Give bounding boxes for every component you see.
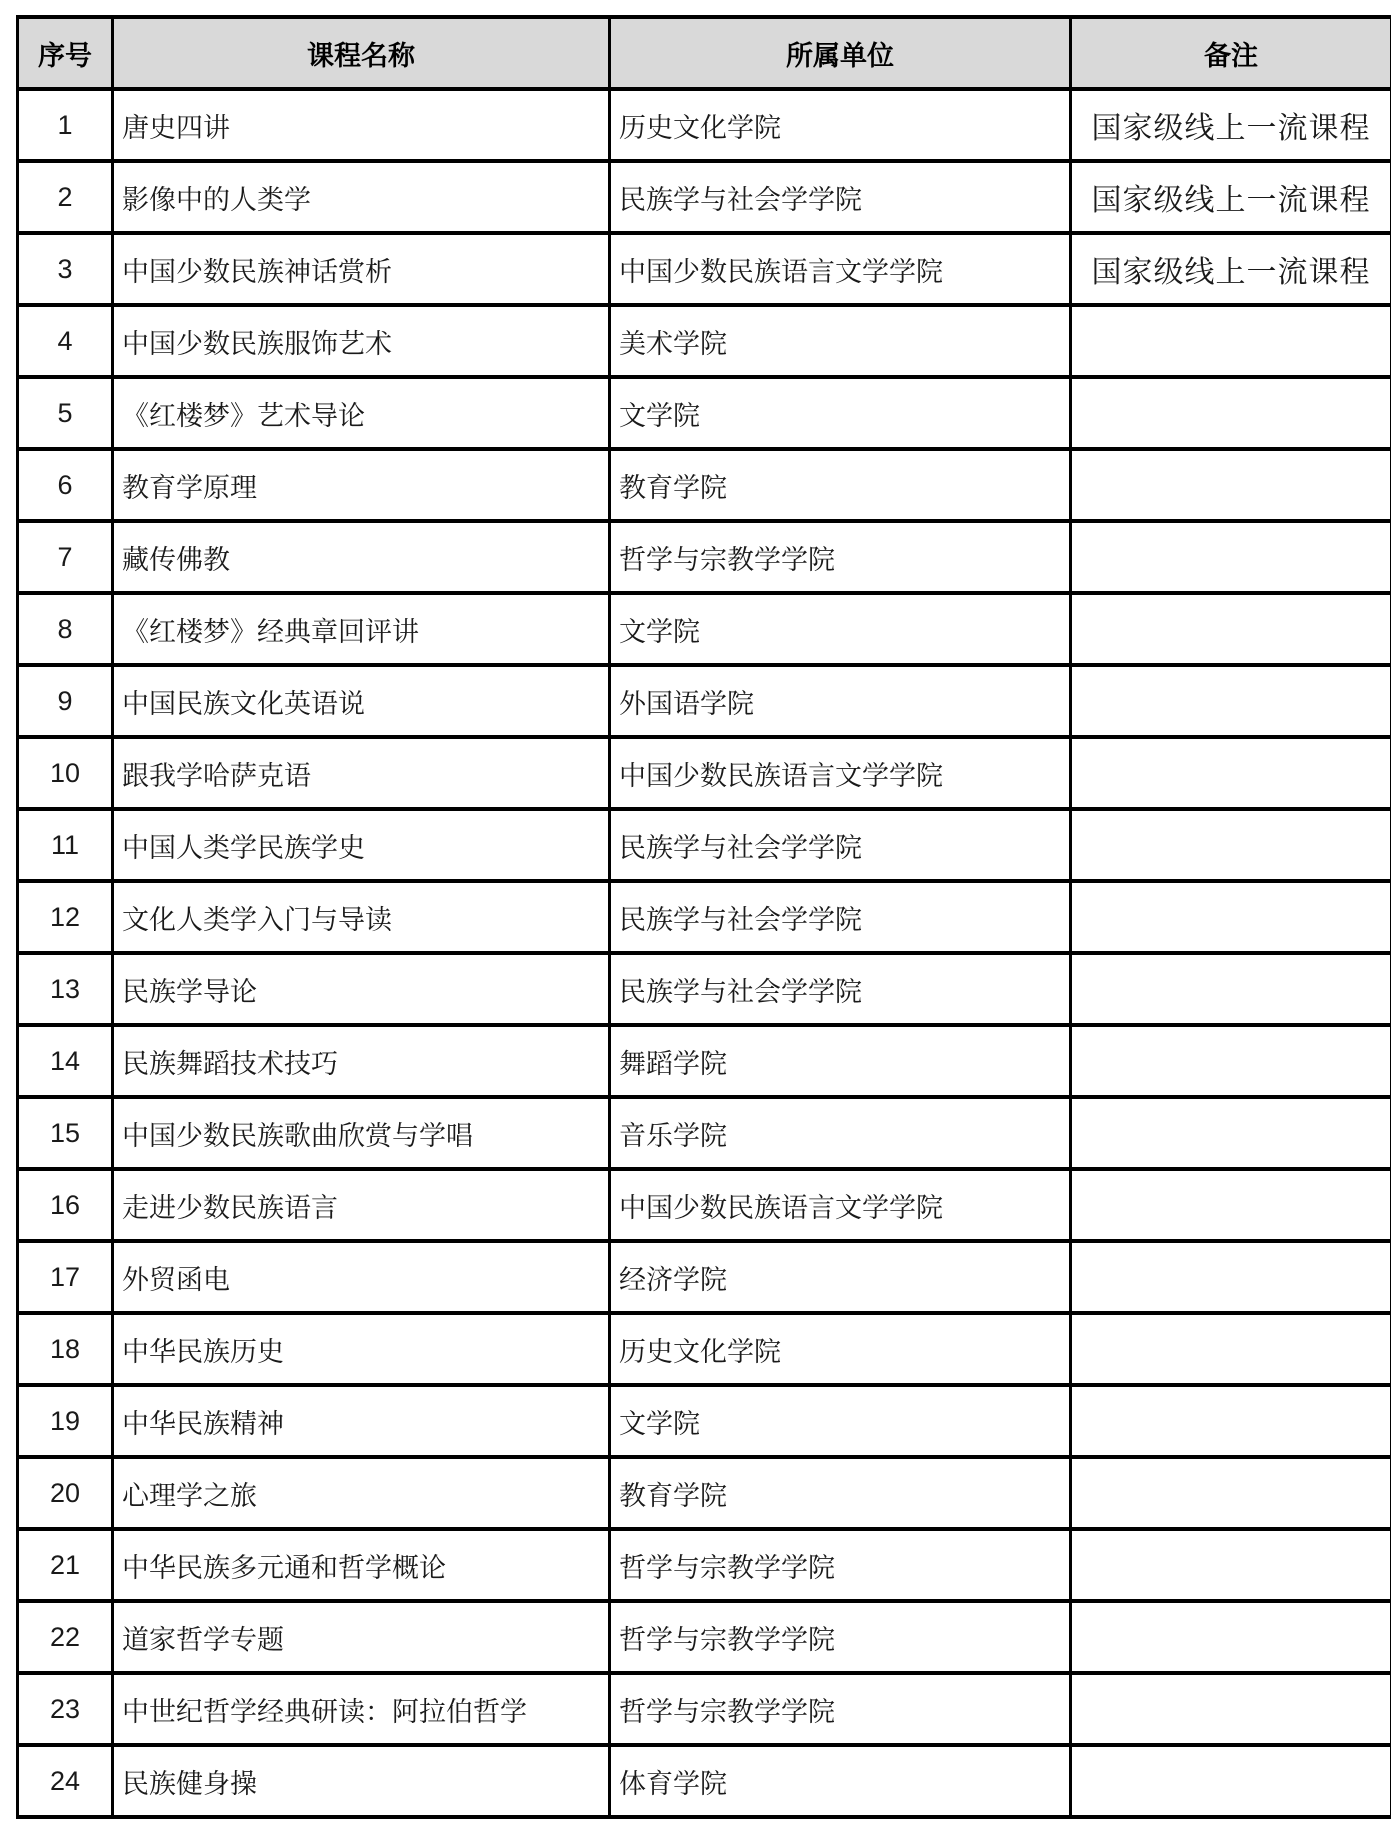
cell-course: 教育学原理 — [113, 449, 610, 521]
cell-no: 5 — [18, 377, 113, 449]
table-body — [18, 89, 1391, 1817]
cell-unit: 哲学与宗教学学院 — [610, 521, 1071, 593]
cell-unit: 民族学与社会学学院 — [610, 881, 1071, 953]
cell-course: 中世纪哲学经典研读：阿拉伯哲学 — [113, 1673, 610, 1745]
cell-no: 4 — [18, 305, 113, 377]
cell-course: 中华民族多元通和哲学概论 — [113, 1529, 610, 1601]
cell-course: 民族健身操 — [113, 1745, 610, 1817]
cell-course: 中国民族文化英语说 — [113, 665, 610, 737]
cell-unit: 文学院 — [610, 377, 1071, 449]
table-row — [18, 1457, 1391, 1529]
header-no: 序号 — [18, 17, 113, 89]
cell-unit: 经济学院 — [610, 1241, 1071, 1313]
cell-unit: 哲学与宗教学学院 — [610, 1673, 1071, 1745]
cell-course: 影像中的人类学 — [113, 161, 610, 233]
table-row — [18, 809, 1391, 881]
cell-no: 3 — [18, 233, 113, 305]
cell-unit: 中国少数民族语言文学学院 — [610, 233, 1071, 305]
cell-remark — [1071, 953, 1391, 1025]
cell-course: 《红楼梦》艺术导论 — [113, 377, 610, 449]
cell-course: 民族学导论 — [113, 953, 610, 1025]
table-row — [18, 305, 1391, 377]
cell-remark — [1071, 1097, 1391, 1169]
cell-unit: 历史文化学院 — [610, 89, 1071, 161]
cell-no: 6 — [18, 449, 113, 521]
cell-remark — [1071, 881, 1391, 953]
cell-remark — [1071, 1313, 1391, 1385]
cell-unit: 民族学与社会学学院 — [610, 953, 1071, 1025]
cell-no: 14 — [18, 1025, 113, 1097]
cell-course: 《红楼梦》经典章回评讲 — [113, 593, 610, 665]
cell-remark: 国家级线上一流课程 — [1071, 89, 1391, 161]
cell-unit: 哲学与宗教学学院 — [610, 1601, 1071, 1673]
cell-no: 17 — [18, 1241, 113, 1313]
cell-remark — [1071, 593, 1391, 665]
cell-course: 中国人类学民族学史 — [113, 809, 610, 881]
cell-course: 唐史四讲 — [113, 89, 610, 161]
header-course: 课程名称 — [113, 17, 610, 89]
cell-unit: 美术学院 — [610, 305, 1071, 377]
cell-course: 中华民族历史 — [113, 1313, 610, 1385]
cell-no: 15 — [18, 1097, 113, 1169]
cell-no: 18 — [18, 1313, 113, 1385]
cell-remark — [1071, 305, 1391, 377]
cell-unit: 外国语学院 — [610, 665, 1071, 737]
cell-course: 道家哲学专题 — [113, 1601, 610, 1673]
cell-remark: 国家级线上一流课程 — [1071, 161, 1391, 233]
cell-no: 20 — [18, 1457, 113, 1529]
cell-no: 9 — [18, 665, 113, 737]
cell-course: 中国少数民族服饰艺术 — [113, 305, 610, 377]
table-row — [18, 1097, 1391, 1169]
cell-unit: 中国少数民族语言文学学院 — [610, 737, 1071, 809]
cell-remark — [1071, 737, 1391, 809]
cell-course: 藏传佛教 — [113, 521, 610, 593]
cell-course: 跟我学哈萨克语 — [113, 737, 610, 809]
table-row — [18, 881, 1391, 953]
course-table — [16, 15, 1391, 1819]
cell-remark — [1071, 1673, 1391, 1745]
cell-unit: 文学院 — [610, 593, 1071, 665]
table-row — [18, 89, 1391, 161]
table-row — [18, 161, 1391, 233]
cell-unit: 教育学院 — [610, 1457, 1071, 1529]
header-remark: 备注 — [1071, 17, 1391, 89]
cell-remark — [1071, 1241, 1391, 1313]
cell-unit: 文学院 — [610, 1385, 1071, 1457]
cell-course: 民族舞蹈技术技巧 — [113, 1025, 610, 1097]
cell-remark — [1071, 449, 1391, 521]
cell-no: 19 — [18, 1385, 113, 1457]
cell-remark — [1071, 1601, 1391, 1673]
cell-unit: 体育学院 — [610, 1745, 1071, 1817]
cell-remark — [1071, 1529, 1391, 1601]
cell-no: 24 — [18, 1745, 113, 1817]
cell-no: 7 — [18, 521, 113, 593]
cell-remark — [1071, 1457, 1391, 1529]
cell-no: 23 — [18, 1673, 113, 1745]
table-row — [18, 665, 1391, 737]
cell-no: 8 — [18, 593, 113, 665]
cell-remark: 国家级线上一流课程 — [1071, 233, 1391, 305]
table-row — [18, 1601, 1391, 1673]
cell-no: 1 — [18, 89, 113, 161]
cell-remark — [1071, 1745, 1391, 1817]
cell-no: 13 — [18, 953, 113, 1025]
table-row — [18, 593, 1391, 665]
cell-remark — [1071, 665, 1391, 737]
cell-remark — [1071, 1385, 1391, 1457]
cell-course: 中国少数民族歌曲欣赏与学唱 — [113, 1097, 610, 1169]
cell-unit: 哲学与宗教学学院 — [610, 1529, 1071, 1601]
table-row — [18, 1241, 1391, 1313]
cell-no: 16 — [18, 1169, 113, 1241]
cell-no: 21 — [18, 1529, 113, 1601]
cell-course: 中国少数民族神话赏析 — [113, 233, 610, 305]
cell-unit: 历史文化学院 — [610, 1313, 1071, 1385]
cell-unit: 中国少数民族语言文学学院 — [610, 1169, 1071, 1241]
cell-course: 文化人类学入门与导读 — [113, 881, 610, 953]
cell-course: 走进少数民族语言 — [113, 1169, 610, 1241]
table-row — [18, 521, 1391, 593]
table-row — [18, 1385, 1391, 1457]
cell-no: 11 — [18, 809, 113, 881]
cell-unit: 舞蹈学院 — [610, 1025, 1071, 1097]
table-row — [18, 1529, 1391, 1601]
cell-course: 心理学之旅 — [113, 1457, 610, 1529]
header-unit: 所属单位 — [610, 17, 1071, 89]
cell-remark — [1071, 521, 1391, 593]
cell-no: 22 — [18, 1601, 113, 1673]
table-row — [18, 1313, 1391, 1385]
cell-unit: 音乐学院 — [610, 1097, 1071, 1169]
cell-remark — [1071, 1169, 1391, 1241]
table-row — [18, 449, 1391, 521]
cell-unit: 民族学与社会学学院 — [610, 809, 1071, 881]
cell-no: 12 — [18, 881, 113, 953]
table-row — [18, 1169, 1391, 1241]
cell-remark — [1071, 1025, 1391, 1097]
table-row — [18, 233, 1391, 305]
table-row — [18, 377, 1391, 449]
table-row — [18, 737, 1391, 809]
cell-unit: 教育学院 — [610, 449, 1071, 521]
cell-remark — [1071, 377, 1391, 449]
cell-course: 外贸函电 — [113, 1241, 610, 1313]
table-row — [18, 1673, 1391, 1745]
table-row — [18, 953, 1391, 1025]
cell-course: 中华民族精神 — [113, 1385, 610, 1457]
cell-no: 2 — [18, 161, 113, 233]
header-row — [18, 17, 1391, 89]
cell-unit: 民族学与社会学学院 — [610, 161, 1071, 233]
cell-remark — [1071, 809, 1391, 881]
table-row — [18, 1025, 1391, 1097]
table-row — [18, 1745, 1391, 1817]
cell-no: 10 — [18, 737, 113, 809]
